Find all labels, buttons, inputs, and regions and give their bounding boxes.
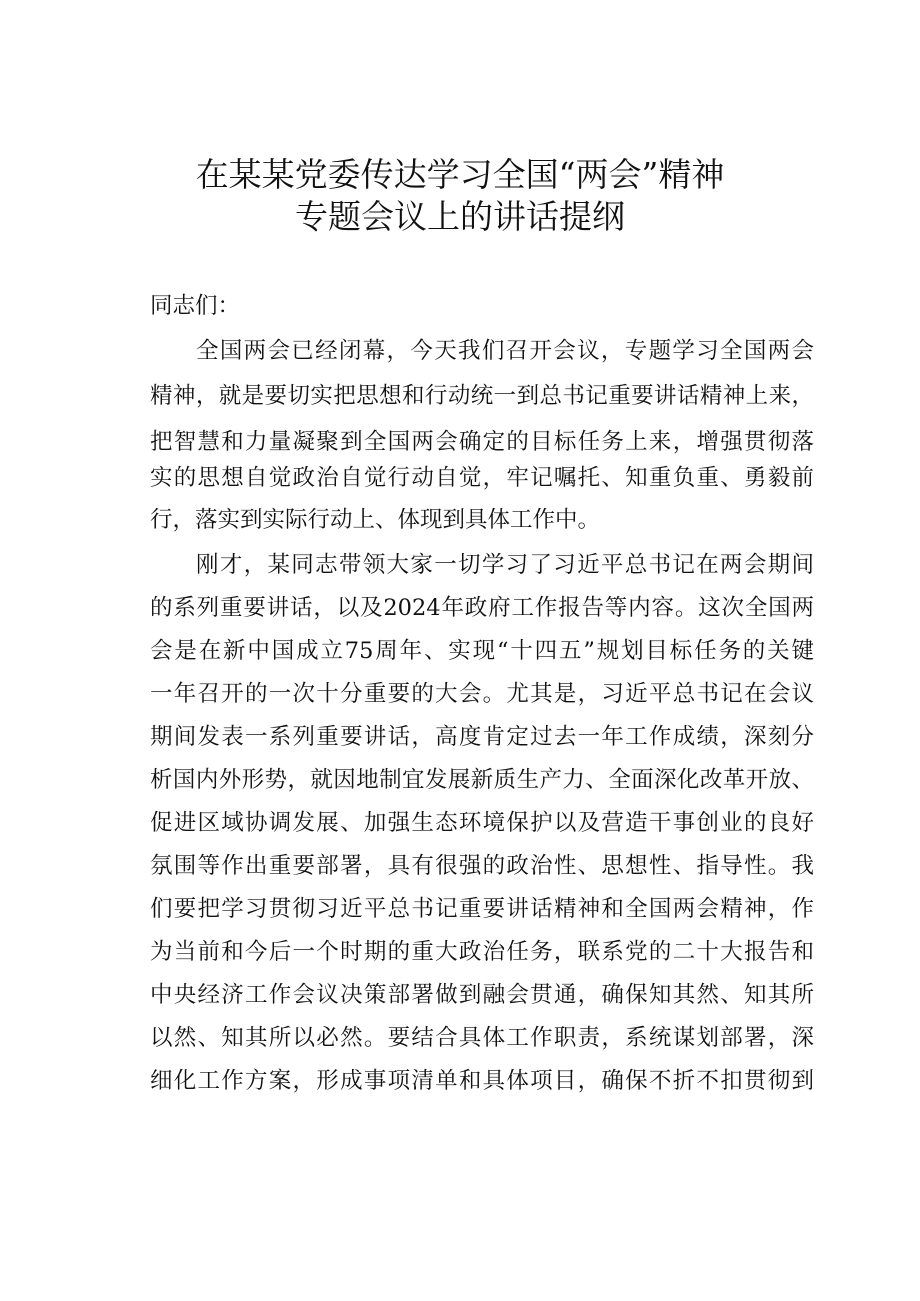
salutation: 同志们：	[150, 293, 241, 319]
paragraph-2-line: 会是在新中国成立75周年、实现“十四五”规划目标任务的关键	[150, 638, 814, 664]
paragraph-2-line: 一年召开的一次十分重要的大会。尤其是，习近平总书记在会议	[150, 681, 814, 707]
paragraph-2-line: 刚才，某同志带领大家一切学习了习近平总书记在两会期间	[196, 552, 814, 578]
paragraph-2-line: 们要把学习贯彻习近平总书记重要讲话精神和全国两会精神，作	[150, 896, 814, 922]
paragraph-1-line: 精神，就是要切实把思想和行动统一到总书记重要讲话精神上来，	[150, 383, 814, 409]
document-title-line-2: 专题会议上的讲话提纲	[295, 197, 625, 236]
paragraph-2-line: 为当前和今后一个时期的重大政治任务，联系党的二十大报告和	[150, 939, 814, 965]
paragraph-2-line: 促进区域协调发展、加强生态环境保护以及营造干事创业的良好	[150, 810, 814, 836]
paragraph-1-line: 行，落实到实际行动上、体现到具体工作中。	[150, 507, 601, 533]
paragraph-2-line: 析国内外形势，就因地制宜发展新质生产力、全面深化改革开放、	[150, 767, 814, 793]
document-title-line-1: 在某某党委传达学习全国“两会”精神	[195, 155, 725, 194]
paragraph-2-line: 细化工作方案，形成事项清单和具体项目，确保不折不扣贯彻到	[150, 1068, 814, 1094]
paragraph-1-line: 把智慧和力量凝聚到全国两会确定的目标任务上来，增强贯彻落	[150, 429, 814, 455]
paragraph-2-line: 以然、知其所以必然。要结合具体工作职责，系统谋划部署，深	[150, 1025, 814, 1051]
paragraph-1-line: 实的思想自觉政治自觉行动自觉，牢记嘱托、知重负重、勇毅前	[150, 465, 814, 491]
paragraph-2-line: 中央经济工作会议决策部署做到融会贯通，确保知其然、知其所	[150, 982, 814, 1008]
paragraph-2-line: 的系列重要讲话，以及2024年政府工作报告等内容。这次全国两	[150, 595, 814, 621]
paragraph-1-line: 全国两会已经闭幕，今天我们召开会议，专题学习全国两会	[196, 338, 814, 364]
paragraph-2-line: 氛围等作出重要部署，具有很强的政治性、思想性、指导性。我	[150, 853, 814, 879]
paragraph-2-line: 期间发表一系列重要讲话，高度肯定过去一年工作成绩，深刻分	[150, 724, 814, 750]
